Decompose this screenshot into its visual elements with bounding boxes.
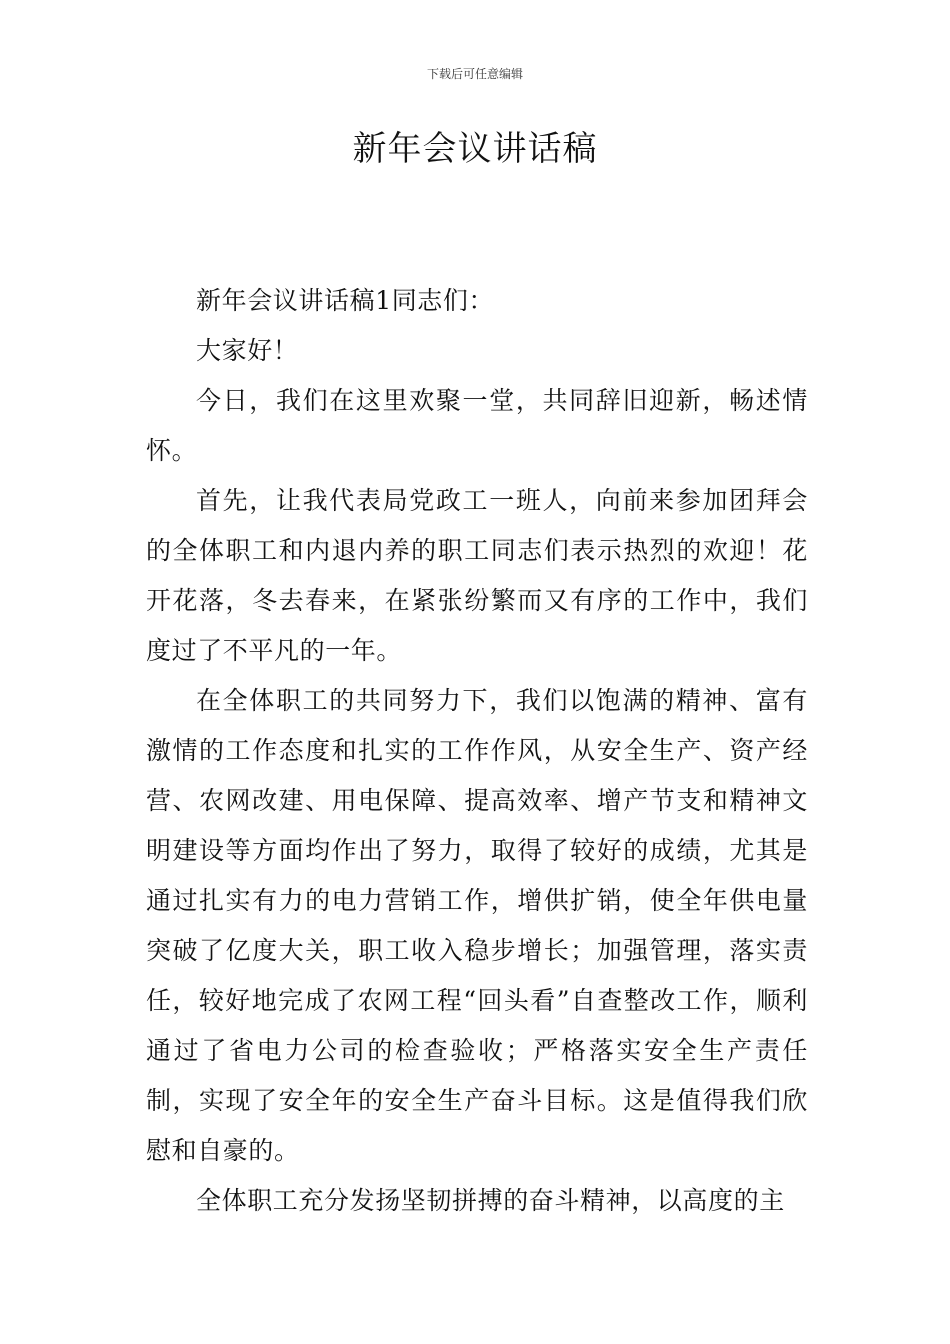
paragraph-salutation: 大家好！ — [196, 336, 299, 365]
paragraph-opening: 今日，我们在这里欢聚一堂，共同辞旧迎新，畅述情怀。 — [146, 386, 808, 465]
paragraph-achievements: 在全体职工的共同努力下，我们以饱满的精神、富有激情的工作态度和扎实的工作作风，从安全生产、资产经营、农网改建、用电保障、提高效率、增产节支和精神文明建设等方面均作出了努力，取得了较好的成绩，尤其是通过扎实有力的电力营销工作，增供扩销，使全年供电量突破了亿度大关，职工收入稳步增长；加强管理，落实责任，较好地完成了农网工程“回头看”自查整改工作，顺利通过了省电力公司的检查验收；严格落实安全生产责任制，实现了安全年的安全生产奋斗目标。这是值得我们欣慰和自豪的。 — [146, 686, 808, 1165]
paragraph-greeting: 新年会议讲话稿1同志们： — [196, 286, 495, 315]
header-note: 下载后可任意编辑 — [426, 67, 523, 81]
document-title: 新年会议讲话稿 — [352, 129, 598, 169]
paragraph-welcome: 首先，让我代表局党政工一班人，向前来参加团拜会的全体职工和内退内养的职工同志们表示热烈的欢迎！花开花落，冬去春来，在紧张纷繁而又有序的工作中，我们度过了不平凡的一年。 — [146, 486, 808, 665]
paragraph-continuation: 全体职工充分发扬坚韧拼搏的奋斗精神，以高度的主 — [196, 1186, 785, 1215]
document-body — [146, 276, 808, 1226]
